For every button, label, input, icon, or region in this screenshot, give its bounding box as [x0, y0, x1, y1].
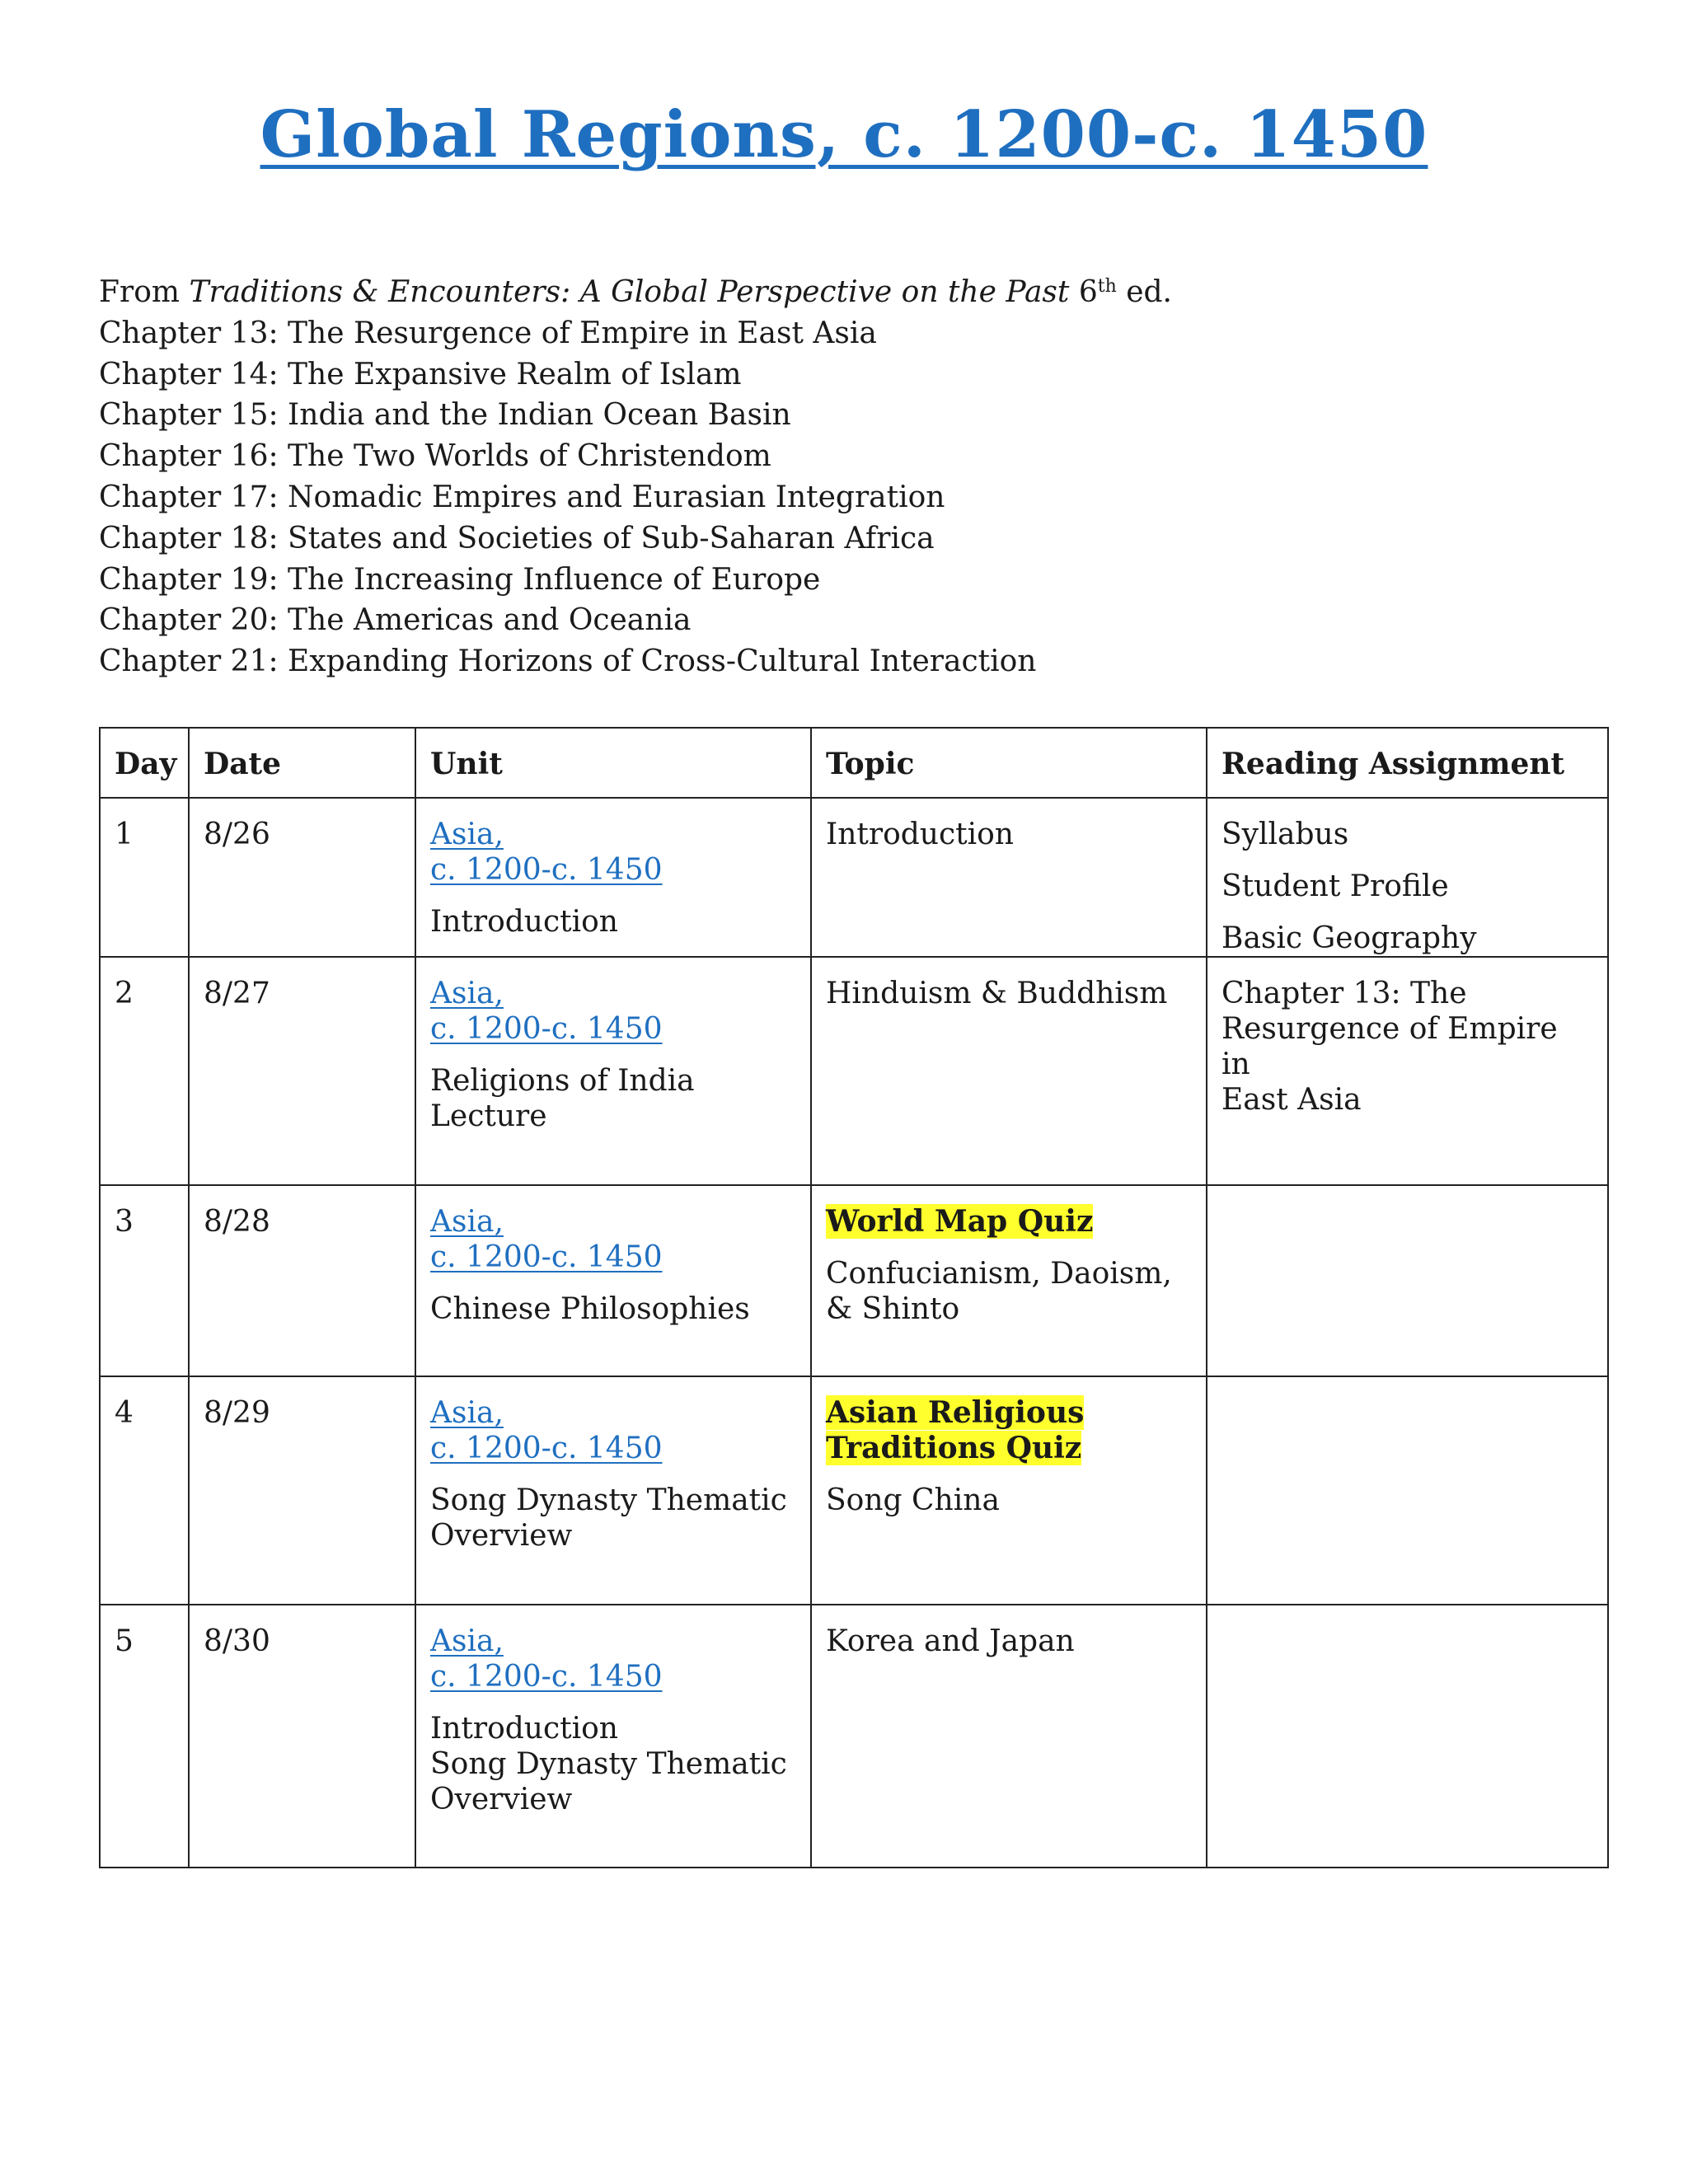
day-cell: 3: [100, 1185, 189, 1376]
unit-link[interactable]: c. 1200-c. 1450: [430, 1660, 663, 1694]
header-reading-assignment: Reading Assignment: [1207, 728, 1608, 798]
unit-cell: [415, 957, 811, 1185]
date-cell: 8/26: [189, 798, 415, 957]
header-date: Date: [189, 728, 415, 798]
unit-description: Lecture: [430, 1099, 547, 1133]
unit-description: Song Dynasty Thematic: [430, 1747, 787, 1781]
textbook-info: [99, 272, 1172, 682]
quiz-label: Asian Religious: [826, 1395, 1085, 1430]
topic-cell: [811, 1185, 1207, 1376]
textbook-source-line: [99, 272, 1172, 313]
reading-item: Chapter 13: The: [1221, 977, 1467, 1010]
date-cell: 8/28: [189, 1185, 415, 1376]
unit-link[interactable]: Asia,: [430, 1396, 504, 1430]
reading-cell: [1207, 957, 1608, 1185]
unit-link[interactable]: c. 1200-c. 1450: [430, 1432, 663, 1465]
reading-cell: [1207, 1376, 1608, 1605]
table-row: [100, 798, 1608, 957]
day-cell: 1: [100, 798, 189, 957]
unit-link[interactable]: Asia,: [430, 1205, 504, 1239]
unit-link[interactable]: Asia,: [430, 818, 504, 851]
reading-item: East Asia: [1221, 1083, 1362, 1117]
date-cell: 8/29: [189, 1376, 415, 1605]
table-row: [100, 1185, 1608, 1376]
chapter-item: Chapter 17: Nomadic Empires and Eurasian Integration: [99, 480, 945, 514]
reading-item: Syllabus: [1221, 818, 1349, 851]
schedule-body: [100, 798, 1608, 1868]
table-row: [100, 1376, 1608, 1605]
unit-description: Chinese Philosophies: [430, 1292, 750, 1326]
topic-text: Hinduism & Buddhism: [826, 977, 1168, 1010]
topic-text: Confucianism, Daoism,: [826, 1257, 1172, 1291]
page-title: Global Regions, c. 1200-c. 1450: [260, 97, 1428, 172]
unit-description: Introduction: [430, 1712, 618, 1746]
quiz-highlight: [826, 1204, 1192, 1240]
unit-description: Overview: [430, 1783, 573, 1816]
unit-link[interactable]: Asia,: [430, 1624, 504, 1658]
reading-item: Resurgence of Empire in: [1221, 1012, 1558, 1081]
chapter-item: Chapter 21: Expanding Horizons of Cross-Cultural Interaction: [99, 644, 1037, 679]
unit-cell: [415, 1605, 811, 1868]
unit-description: Song Dynasty Thematic: [430, 1483, 787, 1517]
date-cell: 8/30: [189, 1605, 415, 1868]
schedule-table: [99, 727, 1609, 1868]
unit-link[interactable]: c. 1200-c. 1450: [430, 1012, 663, 1046]
unit-link[interactable]: Asia,: [430, 977, 504, 1010]
reading-cell: [1207, 1605, 1608, 1868]
header-day: Day: [100, 728, 189, 798]
chapter-item: Chapter 14: The Expansive Realm of Islam: [99, 357, 742, 391]
edition-label: ed.: [1116, 275, 1173, 309]
chapter-item: Chapter 13: The Resurgence of Empire in East Asia: [99, 316, 877, 350]
unit-description: Religions of India: [430, 1064, 695, 1098]
quiz-label: World Map Quiz: [826, 1204, 1094, 1239]
reading-item: Student Profile: [1221, 869, 1449, 903]
reading-cell: [1207, 1185, 1608, 1376]
unit-cell: [415, 798, 811, 957]
book-title: Traditions & Encounters: A Global Perspective on the Past: [189, 275, 1070, 309]
chapter-item: Chapter 18: States and Societies of Sub-Saharan Africa: [99, 521, 935, 555]
edition-number: 6: [1069, 275, 1098, 309]
edition-suffix: th: [1097, 276, 1117, 297]
unit-description: Introduction: [430, 905, 618, 939]
header-topic: Topic: [811, 728, 1207, 798]
topic-cell: [811, 957, 1207, 1185]
chapter-item: Chapter 19: The Increasing Influence of Europe: [99, 562, 821, 597]
day-cell: 4: [100, 1376, 189, 1605]
unit-cell: [415, 1185, 811, 1376]
unit-description: Overview: [430, 1519, 573, 1553]
topic-cell: [811, 798, 1207, 957]
topic-text: Song China: [826, 1483, 1000, 1517]
topic-text: & Shinto: [826, 1292, 960, 1326]
table-row: [100, 957, 1608, 1185]
from-label: From: [99, 275, 190, 309]
unit-link[interactable]: c. 1200-c. 1450: [430, 853, 663, 887]
table-row: [100, 1605, 1608, 1868]
topic-text: Korea and Japan: [826, 1624, 1075, 1658]
day-cell: 2: [100, 957, 189, 1185]
chapter-list: [99, 313, 1172, 682]
reading-item: Basic Geography: [1221, 921, 1477, 955]
topic-cell: [811, 1605, 1207, 1868]
topic-cell: [811, 1376, 1207, 1605]
unit-cell: [415, 1376, 811, 1605]
unit-link[interactable]: c. 1200-c. 1450: [430, 1240, 663, 1274]
chapter-item: Chapter 20: The Americas and Oceania: [99, 603, 692, 638]
topic-text: Introduction: [826, 818, 1014, 851]
quiz-highlight: [826, 1395, 1192, 1466]
reading-cell: [1207, 798, 1608, 957]
day-cell: 5: [100, 1605, 189, 1868]
chapter-item: Chapter 16: The Two Worlds of Christendom: [99, 439, 771, 474]
quiz-label: Traditions Quiz: [826, 1431, 1082, 1465]
chapter-item: Chapter 15: India and the Indian Ocean Basin: [99, 398, 791, 433]
header-unit: Unit: [415, 728, 811, 798]
date-cell: 8/27: [189, 957, 415, 1185]
table-header-row: [100, 728, 1608, 798]
